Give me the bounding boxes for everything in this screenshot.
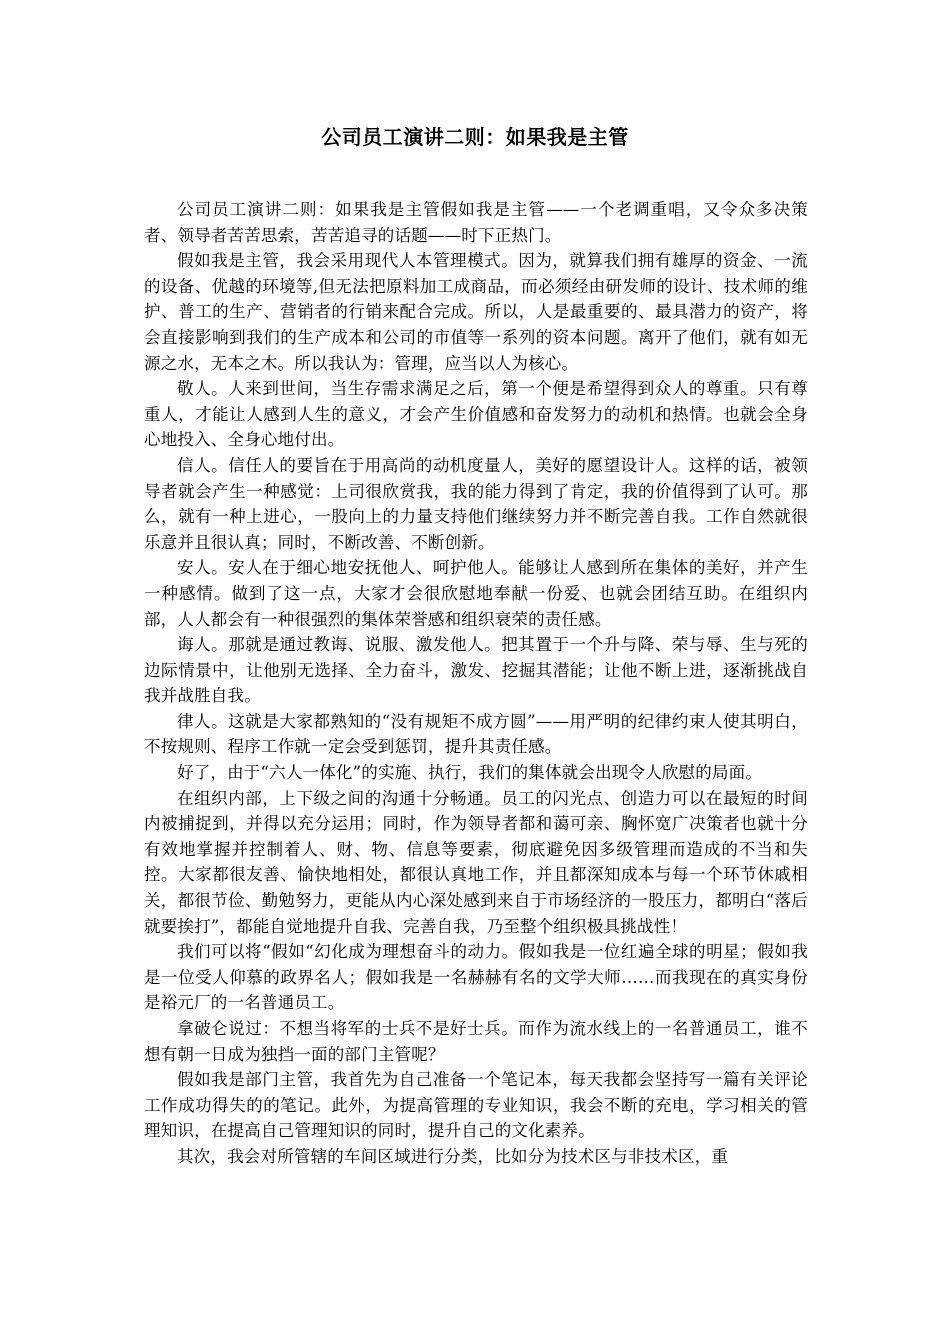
paragraph: 在组织内部，上下级之间的沟通十分畅通。员工的闪光点、创造力可以在最短的时间内被捕捉到，并得以充分运用；同时，作为领导者都和蔼可亲、胸怀宽广决策者也就十分有效地掌握并控制着人、财、物、信息等要素，彻底避免因多级管理而造成的不当和失控。大家都很友善、愉快地相处，都很认真地工作，并且都深知成本与每一个环节休戚相关，都很节俭、勤勉努力，更能从内心深处感到来自于市场经济的一股压力，都明白“落后就要挨打”，都能自觉地提升自我、完善自我，乃至整个组织极具挑战性！ [144,788,808,936]
paragraph: 公司员工演讲二则：如果我是主管假如我是主管——一个老调重唱，又令众多决策者、领导者苦苦思索，苦苦追寻的话题——时下正热门。 [144,200,808,245]
paragraph: 信人。信任人的要旨在于用高尚的动机度量人，美好的愿望设计人。这样的话，被领导者就会产生一种感觉：上司很欣赏我，我的能力得到了肯定，我的价值得到了认可。那么，就有一种上进心，一股向上的力量支持他们继续努力并不断完善自我。工作自然就很乐意并且很认真；同时，不断改善、不断创新。 [144,455,808,552]
paragraph: 好了，由于“六人一体化”的实施、执行，我们的集体就会出现令人欣慰的局面。 [177,763,763,783]
paragraph: 其次，我会对所管辖的车间区域进行分类，比如分为技术区与非技术区，重 [177,1146,729,1166]
document-title: 公司员工演讲二则：如果我是主管 [321,125,629,149]
paragraph: 安人。安人在于细心地安抚他人、呵护他人。能够让人感到所在集体的美好，并产生一种感情。做到了这一点，大家才会很欣慰地奉献一份爱、也就会团结互助。在组织内部，人人都会有一种很强烈的集体荣誉感和组织衰荣的责任感。 [144,558,808,629]
paragraph: 假如我是部门主管，我首先为自己准备一个笔记本，每天我都会坚持写一篇有关评论工作成功得失的的笔记。此外，为提高管理的专业知识，我会不断的充电，学习相关的管理知识，在提高自己管理知识的同时，提升自己的文化素养。 [144,1070,808,1141]
paragraph: 诲人。那就是通过教诲、说服、激发他人。把其置于一个升与降、荣与辱、生与死的边际情景中，让他别无选择、全力奋斗，激发、挖掘其潜能；让他不断上进，逐渐挑战自我并战胜自我。 [144,635,808,706]
paragraph: 拿破仑说过：不想当将军的士兵不是好士兵。而作为流水线上的一名普通员工，谁不想有朝一日成为独挡一面的部门主管呢？ [144,1019,808,1064]
paragraph: 敬人。人来到世间，当生存需求满足之后，第一个便是希望得到众人的尊重。只有尊重人，才能让人感到人生的意义，才会产生价值感和奋发努力的动机和热情。也就会全身心地投入、全身心地付出。 [144,379,808,450]
paragraph: 我们可以将“假如“幻化成为理想奋斗的动力。假如我是一位红遍全球的明星；假如我是一位受人仰慕的政界名人；假如我是一名赫赫有名的文学大师……而我现在的真实身份是裕元厂的一名普通员工。 [144,942,808,1013]
paragraph: 假如我是主管，我会采用现代人本管理模式。因为，就算我们拥有雄厚的资金、一流的设备、优越的环境等,但无法把原料加工成商品，而必须经由研发师的设计、技术师的维护、普工的生产、营销者的行销来配合完成。所以，人是最重要的、最具潜力的资产，将会直接影响到我们的生产成本和公司的市值等一系列的资本问题。离开了他们，就有如无源之水，无本之木。所以我认为：管理，应当以人为核心。 [144,251,808,373]
paragraph: 律人。这就是大家都熟知的“没有规矩不成方圆”——用严明的纪律约束人使其明白，不按规则、程序工作就一定会受到惩罚，提升其责任感。 [144,711,808,757]
document-body [144,197,808,1170]
